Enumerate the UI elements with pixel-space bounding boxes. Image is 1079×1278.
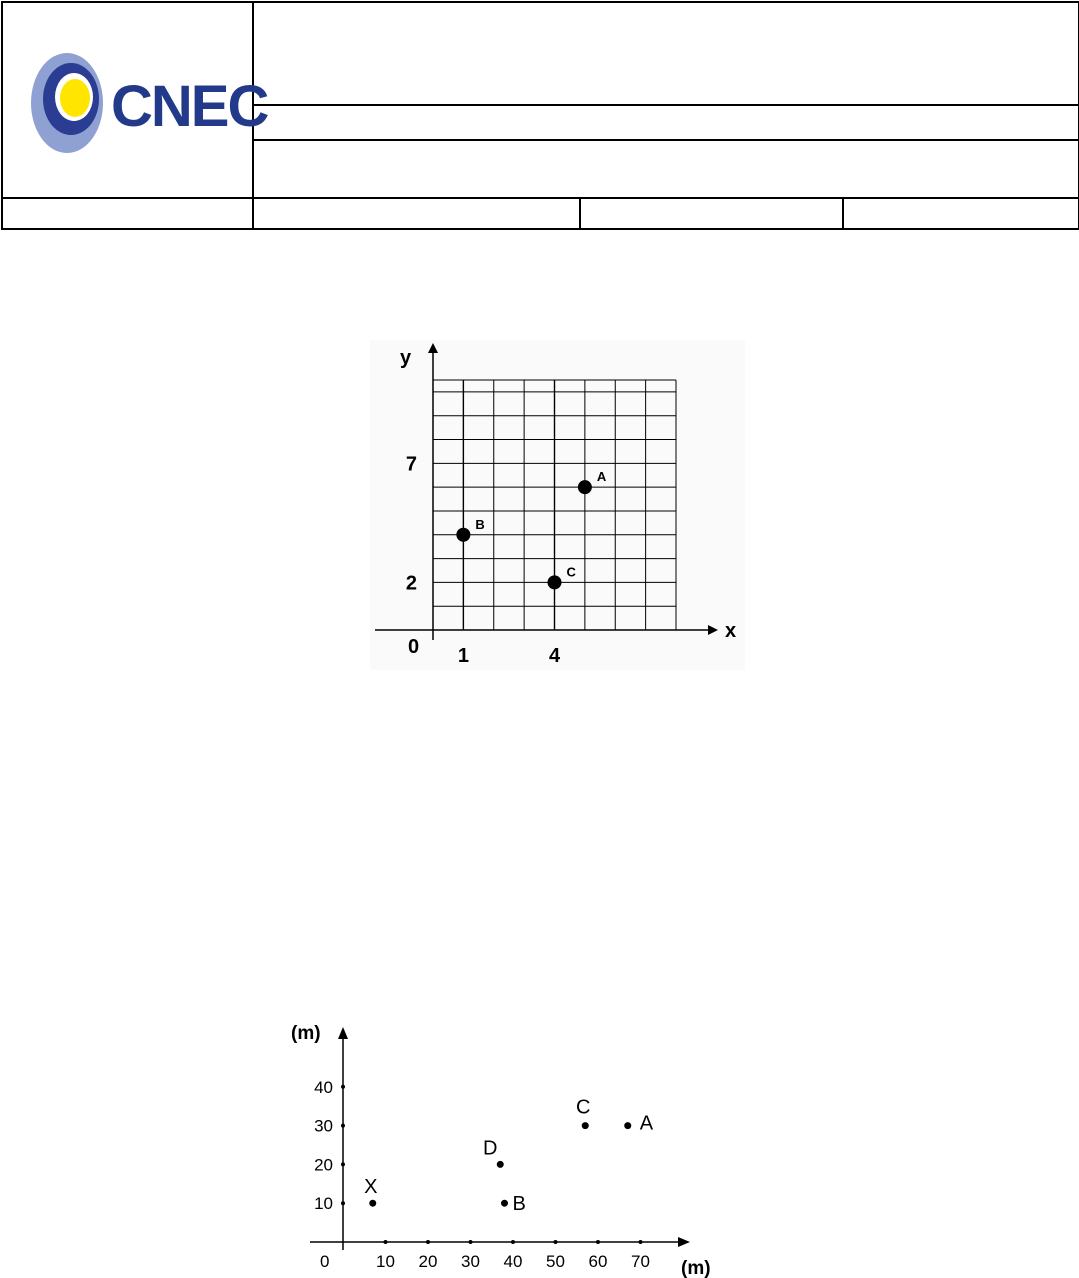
logo-text: CNEC [111,74,268,139]
axes [310,1027,690,1250]
y-tick-label: 20 [314,1155,333,1175]
point-a [624,1122,631,1129]
point-label-a: A [596,469,607,485]
x-tick [554,1240,558,1244]
x-tick [596,1240,600,1244]
y-tick-label: 40 [314,1077,333,1097]
origin-label: 0 [320,1252,330,1271]
data-points [364,1097,654,1216]
point-label-c: C [566,564,576,580]
x-tick-label: 30 [461,1252,480,1271]
x-tick-label: 1 [457,645,469,667]
point-c [582,1122,589,1129]
x-tick-label: 20 [418,1252,438,1271]
y-axis-label: y [400,347,412,369]
header-subtitle-cell [253,105,1079,140]
origin-label: 0 [408,636,420,658]
y-tick-label: 2 [405,572,417,595]
header-info-cell [253,140,1079,198]
header-field-2 [253,198,580,229]
point-c [548,575,562,589]
x-tick [469,1240,473,1244]
point-label-b: B [512,1193,526,1216]
x-tick [426,1240,430,1244]
point-label-x: X [364,1176,378,1199]
point-label-b: B [475,516,485,532]
y-tick [341,1201,345,1205]
x-tick-label: 4 [548,645,561,667]
y-tick [341,1124,345,1128]
x-tick-label: 40 [503,1252,523,1271]
point-d [497,1161,504,1168]
document-header-table [1,1,1079,230]
point-label-c: C [576,1096,591,1119]
grid-coordinate-chart [370,340,745,670]
point-label-a: A [639,1112,654,1135]
x-axis-label: x [725,620,737,642]
x-axis-label: (m) [681,1258,711,1278]
meter-scatter-chart [285,1015,725,1278]
x-tick-label: 50 [546,1252,565,1271]
point-label-d: D [483,1137,498,1160]
x-axis-arrow-icon [678,1237,690,1247]
y-tick-label: 30 [314,1116,333,1136]
point-a [578,480,592,494]
header-field-4 [843,198,1079,229]
header-title-cell [253,2,1079,105]
x-tick-label: 60 [588,1252,608,1271]
x-tick [511,1240,515,1244]
header-field-3 [580,198,843,229]
y-axis-arrow-icon [338,1027,348,1039]
point-x [369,1200,376,1207]
y-tick [341,1162,345,1166]
header-field-1 [2,198,253,229]
point-b [501,1200,508,1207]
y-tick-label: 10 [314,1194,333,1214]
point-b [456,528,470,542]
x-tick [384,1240,388,1244]
y-tick [341,1085,345,1089]
logo-cell [2,2,268,198]
y-tick-label: 7 [405,453,417,476]
x-tick-label: 70 [631,1252,650,1271]
y-axis-label: (m) [291,1023,321,1044]
x-tick-label: 10 [376,1252,395,1271]
x-tick [639,1240,643,1244]
